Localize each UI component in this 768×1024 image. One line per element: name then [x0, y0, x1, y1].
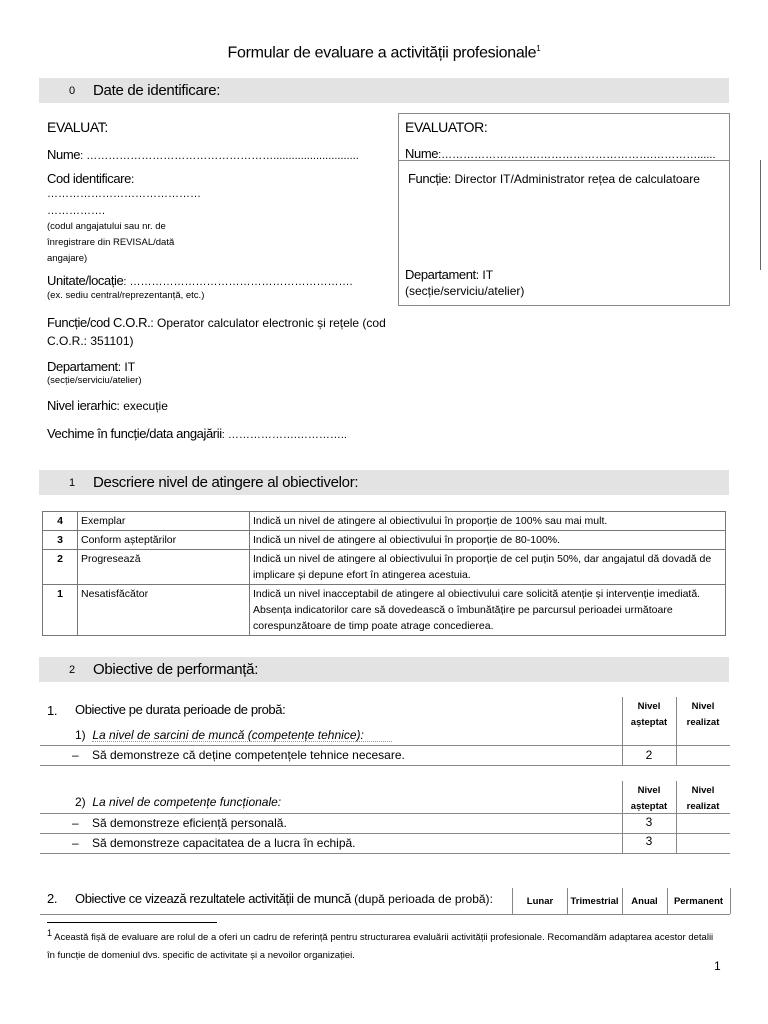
- sub-objective-1: 1) La nivel de sarcini de muncă (competențe tehnice):: [75, 728, 364, 742]
- level-description: Indică un nivel de atingere al obiectivului în proporție de cel puțin 50%, dar angajatul dă dovadă de implicare și depune efort în atingerea acestuia.: [250, 550, 726, 585]
- sub-objective-2: 2) La nivel de competențe funcționale:: [75, 795, 282, 809]
- objective-row-3-dash: –: [72, 836, 79, 850]
- objective-row-2-realized[interactable]: [676, 813, 730, 833]
- section-header-levels: [39, 470, 729, 495]
- evaluat-department-row: Departament: IT: [47, 359, 136, 374]
- row-border: [40, 813, 730, 814]
- page-number: 1: [714, 959, 721, 973]
- level-name: Conform așteptărilor: [78, 531, 250, 550]
- objective-1-number: 1.: [47, 703, 58, 718]
- evaluat-code-field[interactable]: ……………………………………: [47, 188, 201, 200]
- evaluat-unit-row: Unitate/locație: …………………………………………………….: [47, 273, 353, 288]
- level-description: Indică un nivel de atingere al obiectivului în proporție de 80-100%.: [250, 531, 726, 550]
- objective-row-3-realized[interactable]: [676, 833, 730, 853]
- underline: [92, 741, 392, 742]
- row-border: [40, 853, 730, 854]
- section-number: 1: [69, 477, 76, 489]
- evaluat-function-row: Funcție/cod C.O.R.: Operator calculator electronic și rețele (cod C.O.R.: 351101): [47, 315, 386, 348]
- objective-row-1-dash: –: [72, 748, 79, 762]
- row-border: [40, 745, 730, 746]
- evaluator-name-field[interactable]: :………………………………………………….…………......: [438, 149, 716, 161]
- section-header-identification: [39, 78, 729, 103]
- table-row: [43, 585, 726, 636]
- evaluat-code-row: Cod identificare:: [47, 171, 135, 186]
- evaluat-code-note: (codul angajatului sau nr. de înregistrare din REVISAL/dată angajare): [47, 221, 175, 264]
- row-border: [40, 765, 730, 766]
- table-row: [43, 512, 726, 531]
- objective-1-title: Obiective pe durata perioade de probă:: [75, 702, 286, 717]
- objective-row-2-dash: –: [72, 816, 79, 830]
- evaluat-department-note: (secție/serviciu/atelier): [47, 375, 142, 386]
- row-border: [40, 914, 730, 915]
- section-title: Descriere nivel de atingere al obiectivelor:: [93, 474, 359, 491]
- objective-row-3-expected[interactable]: 3: [645, 834, 653, 848]
- period-anual: Anual: [631, 896, 658, 907]
- evaluator-box: [398, 113, 730, 306]
- col-header-expected: Nivel așteptat: [630, 785, 668, 812]
- section-number: 0: [69, 85, 76, 97]
- level-number: 3: [43, 531, 78, 550]
- objective-row-1-realized[interactable]: [676, 745, 730, 765]
- section-title: Obiective de performanță:: [93, 661, 259, 678]
- evaluat-seniority-row: Vechime în funcție/data angajării: ……………….…………..: [47, 426, 347, 441]
- evaluat-code-field-cont[interactable]: …………….: [47, 205, 106, 217]
- level-description: Indică un nivel inacceptabil de atingere al obiectivului care solicită atenție și intervenție imediată. Absența indicatorilor care să dovedească o îmbunătățire pe parcursul perioadei următoare corespunzătoare de timp poate atrage concedierea.: [250, 585, 726, 636]
- evaluator-department-note: (secție/serviciu/atelier): [405, 284, 525, 298]
- evaluat-seniority-field[interactable]: : ……………….…………..: [221, 429, 347, 441]
- col-header-realized: Nivel realizat: [686, 785, 720, 812]
- objective-2-number: 2.: [47, 891, 58, 906]
- table-row: [43, 531, 726, 550]
- evaluat-level-row: Nivel ierarhic: execuție: [47, 398, 168, 413]
- period-lunar: Lunar: [526, 896, 554, 907]
- section-title: Date de identificare:: [93, 82, 221, 99]
- section-number: 2: [69, 664, 76, 676]
- margin-line: [760, 160, 761, 270]
- level-number: 4: [43, 512, 78, 531]
- evaluat-unit-note: (ex. sediu central/reprezentanță, etc.): [47, 290, 205, 301]
- table-row: [43, 550, 726, 585]
- objective-row-2-expected[interactable]: 3: [645, 815, 653, 829]
- evaluat-name-row: Nume: ……………………………………………............................: [47, 147, 359, 162]
- levels-table: [42, 511, 726, 636]
- evaluat-heading: EVALUAT:: [47, 119, 108, 135]
- level-name: Nesatisfăcător: [78, 585, 250, 636]
- period-permanent: Permanent: [673, 896, 724, 907]
- period-trimestrial: Trimestrial: [570, 896, 619, 907]
- level-name: Progresează: [78, 550, 250, 585]
- evaluator-function-row: Funcție: Director IT/Administrator rețea de calculatoare: [408, 171, 700, 186]
- objective-row-1-text: Să demonstreze că deține competențele tehnice necesare.: [92, 748, 405, 762]
- footnote: $^1$ Această fișă de evaluare are rolul de a oferi un cadru de referință pentru structurarea evaluării activității profesionale. Recomandăm adaptarea acestor detalii în funcție de domeniul dvs. specific de activitate și a nevoilor organizației.: [47, 928, 714, 962]
- level-name: Exemplar: [78, 512, 250, 531]
- evaluat-name-field[interactable]: : ……………………………………………............................: [80, 150, 359, 162]
- section-header-objectives: [39, 657, 729, 682]
- objective-2-title: Obiective ce vizează rezultatele activității de muncă (după perioada de probă):: [75, 891, 493, 906]
- level-number: 2: [43, 550, 78, 585]
- evaluator-heading: EVALUATOR:: [405, 119, 488, 135]
- evaluator-department-row: Departament: IT: [405, 267, 494, 282]
- col-header-realized: Nivel realizat: [686, 701, 720, 728]
- footnote-separator: [47, 922, 217, 923]
- level-description: Indică un nivel de atingere al obiectivului în proporție de 100% sau mai mult.: [250, 512, 726, 531]
- evaluator-name-row: Nume:………………………………………………….…………......: [405, 146, 716, 161]
- objective-row-3-text: Să demonstreze capacitatea de a lucra în echipă.: [92, 836, 356, 850]
- objective-row-1-expected[interactable]: 2: [645, 748, 653, 762]
- objective-row-2-text: Să demonstreze eficiență personală.: [92, 816, 287, 830]
- level-number: 1: [43, 585, 78, 636]
- col-header-expected: Nivel așteptat: [630, 701, 668, 728]
- evaluat-unit-field[interactable]: : …………………………………………………….: [123, 276, 353, 288]
- document-title: Formular de evaluare a activității profesionale$^1$: [227, 44, 541, 62]
- period-headers: [512, 888, 731, 914]
